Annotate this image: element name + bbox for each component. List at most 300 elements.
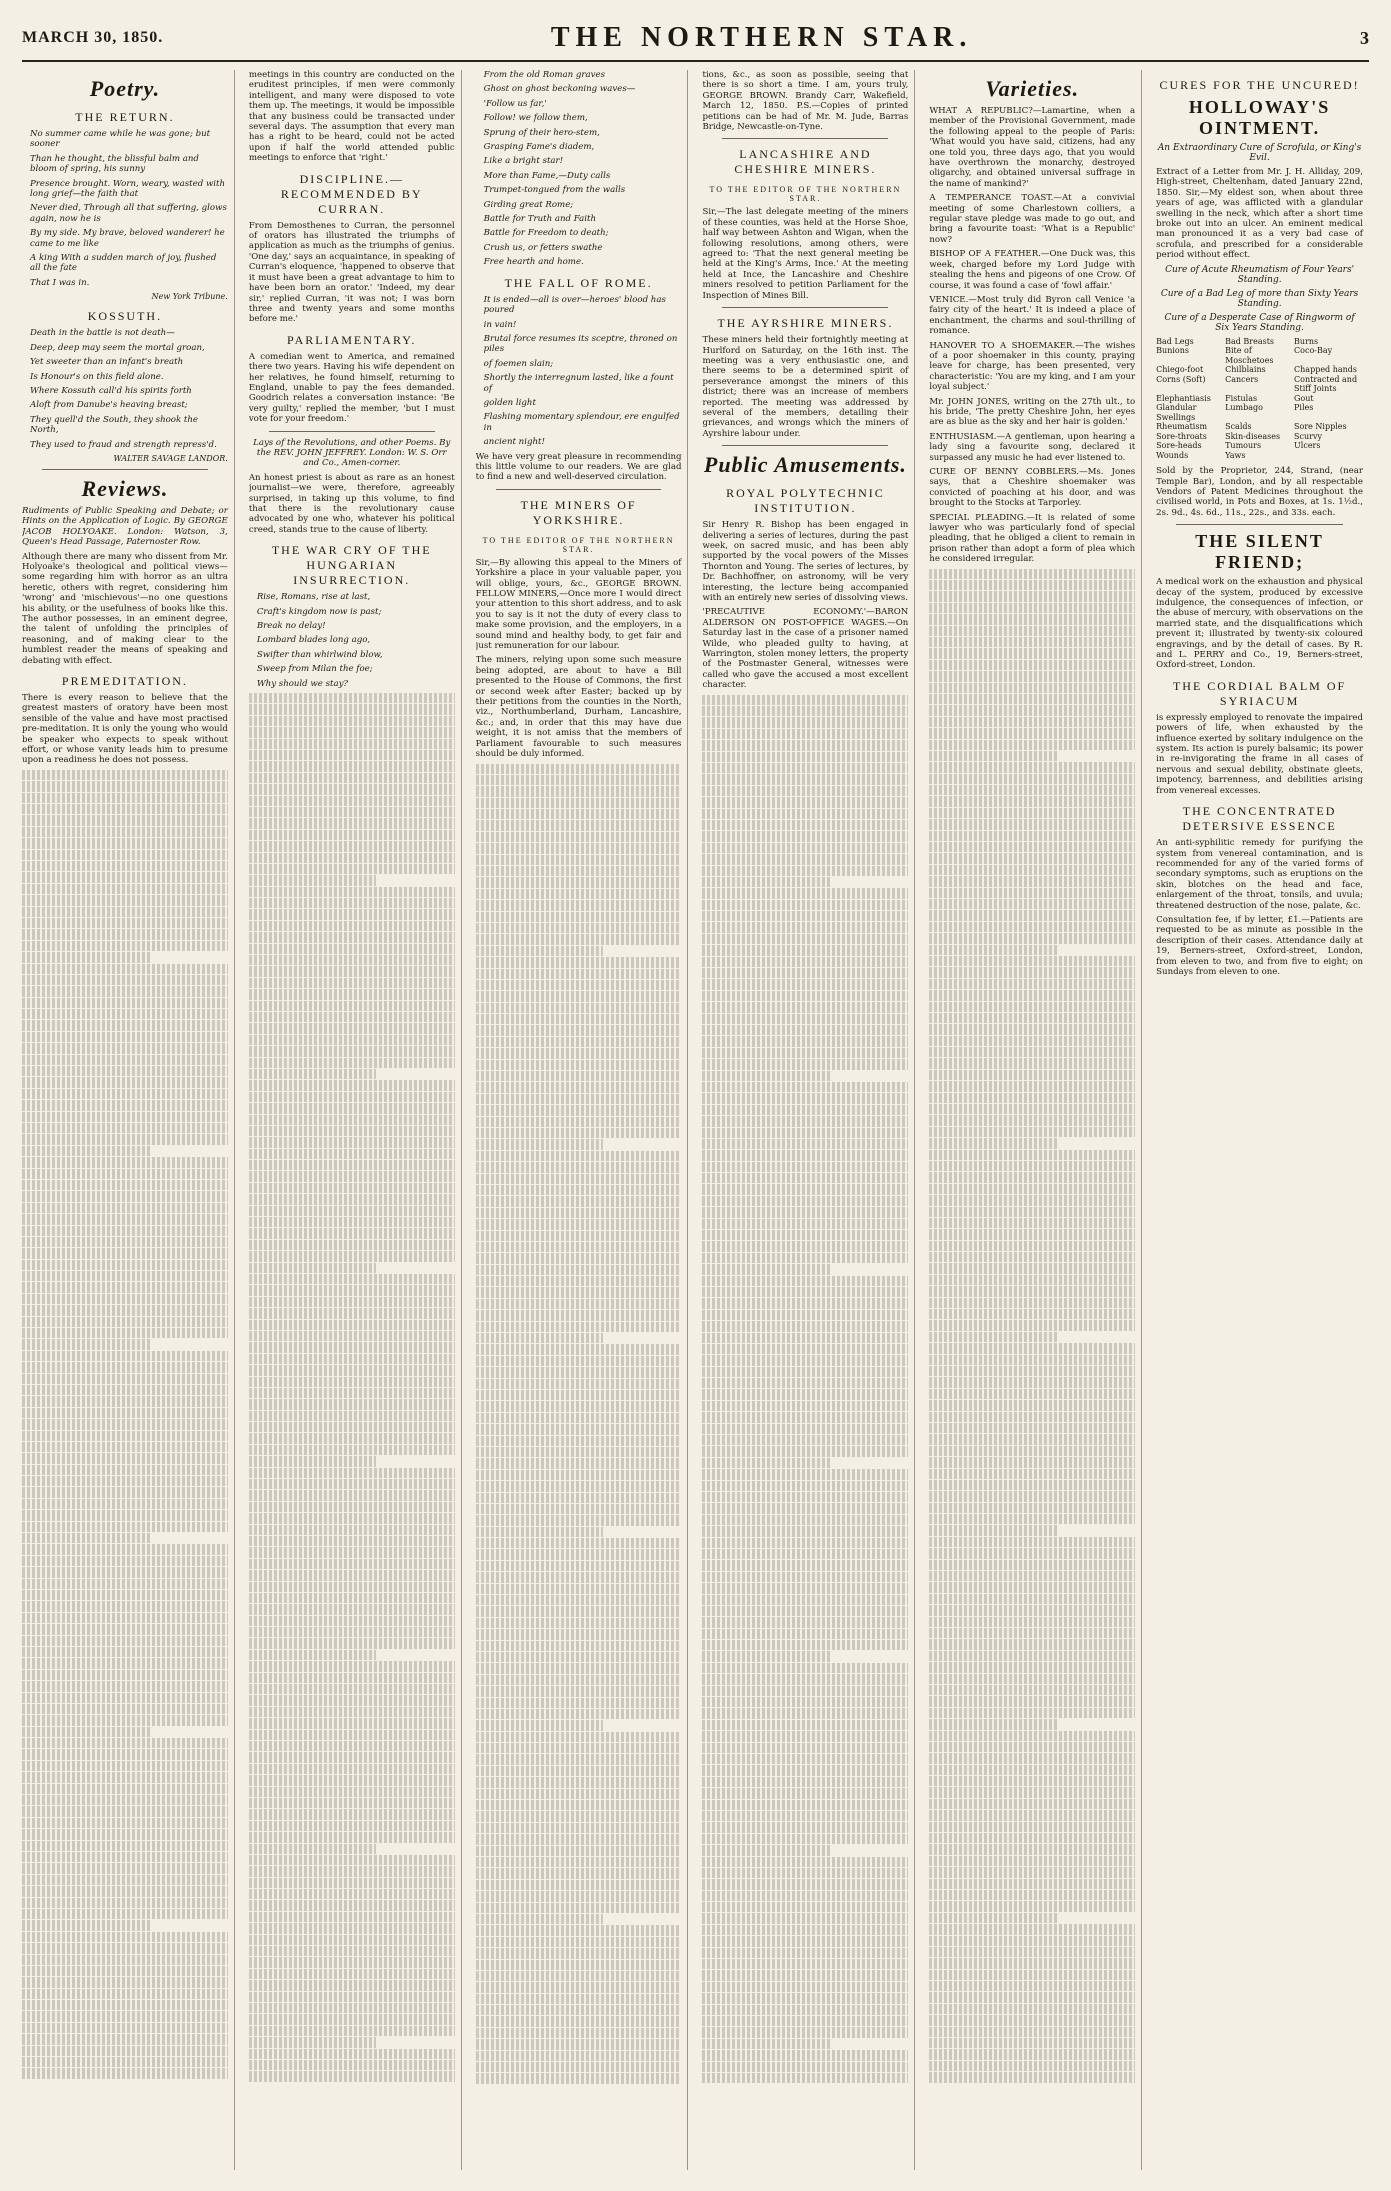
text-line (929, 1810, 1135, 1820)
text-line (702, 774, 908, 784)
text-line (22, 1989, 228, 1999)
text-line (929, 1229, 1135, 1239)
variety-item: ENTHUSIASM.—A gentleman, upon hearing a lady sing a favourite song, declared it surpassed any music he had ever listened to. (929, 431, 1136, 463)
review-conclusion: We have very great pleasure in recommending this little volume to our readers. We are glad to find a new and well-deserved circulation. (475, 451, 682, 483)
divider (722, 307, 888, 308)
text-line (22, 1260, 228, 1270)
text-line (702, 843, 908, 853)
polytechnic-body: Sir Henry R. Bishop has been engaged in delivering a series of lectures, during the past week, on sacred music, and has been ably supported by the vocal powers of the Misses Thornton and Young. The series of lectures, by Dr. Bachhoffner, on astronomy, will be very interesting, the lecture being accompanied with an entirely new series of dissolving views. (702, 520, 909, 603)
poem-line: Battle for Freedom to death; (483, 228, 609, 239)
text-line (702, 1481, 908, 1491)
text-line (249, 1502, 455, 1512)
text-line (22, 1932, 228, 1942)
text-line (702, 1731, 908, 1741)
text-line (249, 1080, 455, 1090)
column-6 (1156, 70, 1369, 2170)
text-line (249, 1536, 455, 1546)
ailment-item: Sore Nipples (1294, 422, 1347, 432)
text-line (929, 1457, 1135, 1467)
text-line (476, 1151, 682, 1161)
text-line (702, 2027, 908, 2037)
variety-item: WHAT A REPUBLIC?—Lamartine, when a member of the Provisional Government, made the following appeal to the people of Paris: 'What would you have said, citizens, had any one told you, three days ago, that you would have overthrown the monarchy, destroyed oligarchy, and obtained universal suffrage in the name of mankind?' (929, 106, 1136, 189)
ailment-item: Coco-Bay (1294, 346, 1333, 356)
divider (496, 489, 662, 490)
text-line (22, 1476, 228, 1486)
text-line (702, 1970, 908, 1980)
text-line (702, 1139, 908, 1149)
ailment-item: Contracted and Stiff Joints (1294, 374, 1358, 394)
text-line (929, 1571, 1135, 1581)
text-line (22, 941, 228, 951)
text-line (929, 1469, 1135, 1479)
text-line (702, 1538, 908, 1548)
text-line (249, 1365, 455, 1375)
poem-line: By my side. My brave, beloved wanderer! he came to me like (30, 228, 225, 249)
text-line (249, 830, 455, 840)
text-line (476, 1663, 682, 1673)
text-line (22, 1681, 228, 1691)
text-line (249, 1490, 455, 1500)
text-line (22, 1693, 228, 1703)
poem-line: Flashing momentary splendour, ere engulfed in (483, 412, 680, 433)
text-line (929, 1890, 1135, 1900)
text-line (929, 945, 1057, 955)
text-line (929, 1298, 1135, 1308)
text-line (22, 838, 228, 848)
lancashire-miners-body: Sir,—The last delegate meeting of the miners of these counties, was held at the Horse Shoe, half way between Ashton and Wigan, when the following resolutions, among others, were agreed to: 'That the next general meeting be held at the King's Arms, Ince.' At the meeting held at Ince, the Lancashire and Cheshire miners resolved to petition Parliament for the Inspection of Mines Bill. (702, 207, 909, 301)
text-line (702, 1868, 908, 1878)
ailment-item: Lumbago (1225, 403, 1263, 413)
text-line (22, 1579, 228, 1589)
text-line (702, 1993, 908, 2003)
text-line (22, 2034, 228, 2044)
ailment-item: Glandular Swellings (1156, 403, 1197, 422)
text-line (22, 1453, 228, 1463)
text-line (22, 1886, 228, 1896)
text-line (929, 1138, 1057, 1148)
text-line (476, 1925, 682, 1935)
text-line (702, 1503, 908, 1513)
text-line (22, 1841, 228, 1851)
text-line (22, 2068, 228, 2078)
text-line (22, 1636, 228, 1646)
text-line (22, 1898, 228, 1908)
holloway-cure-heading: Cure of Acute Rheumatism of Four Years' Standing. (1165, 264, 1355, 285)
text-line (476, 855, 682, 865)
text-line (476, 1686, 682, 1696)
text-line (22, 1408, 228, 1418)
text-line (476, 1208, 682, 1218)
text-line (22, 895, 228, 905)
text-line (702, 922, 908, 932)
text-line (249, 1058, 455, 1068)
text-line (929, 1628, 1135, 1638)
text-line (702, 1879, 908, 1889)
text-line (929, 808, 1135, 818)
text-line (702, 1298, 908, 1308)
divider (722, 138, 888, 139)
text-line (929, 1799, 1135, 1809)
poem-line: Where Kossuth call'd his spirits forth (30, 385, 192, 396)
text-line (249, 1103, 455, 1113)
text-line (22, 1955, 228, 1965)
cordial-balm-body: is expressly employed to renovate the impaired powers of life, when exhausted by the influence exerted by solitary indulgence on the system. Its action is purely balsamic; its power in re-invigorating the frame in all cases of nervous and sexual debility, obstinate gleets, impotency, barrenness, and debilities arising from venereal excesses. (1156, 712, 1363, 796)
text-line (702, 1765, 908, 1775)
text-line (476, 1276, 682, 1286)
text-line (249, 1912, 455, 1922)
text-line (249, 807, 455, 817)
text-line (476, 1880, 682, 1890)
text-line (702, 1788, 908, 1798)
text-line (929, 580, 1135, 590)
text-line (249, 909, 455, 919)
text-line (476, 1265, 682, 1275)
text-line (476, 1139, 604, 1149)
text-line (929, 1434, 1135, 1444)
text-line (476, 1481, 682, 1491)
parliamentary-heading: PARLIAMENTARY. (287, 332, 417, 347)
ailment-item: Scalds (1225, 422, 1252, 432)
text-line (929, 1161, 1135, 1171)
text-line (702, 1196, 908, 1206)
text-line (476, 1356, 682, 1366)
text-line (929, 990, 1135, 1000)
text-line (929, 1947, 1135, 1957)
ailment-item: Bunions (1156, 346, 1189, 356)
text-line (702, 1845, 830, 1855)
precautive-economy-body: 'PRECAUTIVE ECONOMY.'—BARON ALDERSON ON POST-OFFICE WAGES.—On Saturday last in the case of a prisoner named Wilde, who pleaded guilty to having, at Warrington, stolen money letters, the property of the Postmaster General, witnesses were called who gave the accused a most excellent character. (702, 607, 909, 691)
text-line (249, 898, 455, 908)
text-line (702, 1401, 908, 1411)
text-line (249, 1171, 455, 1181)
text-line (476, 1572, 682, 1582)
text-line (249, 1547, 455, 1557)
text-line (929, 1514, 1135, 1524)
text-line (929, 1252, 1135, 1262)
text-line (22, 1704, 228, 1714)
text-line (249, 1377, 455, 1387)
yorkshire-miners-body: Sir,—By allowing this appeal to the Miners of Yorkshire a place in your valuable paper, you will oblige, yours, &c., GEORGE BROWN. FELLOW MINERS,—Once more I would direct your attention to this short address, and to ask you to say is it not the duty of every class to make some provision, and the employers, in a sound mind and healthy body, to get fair and just remuneration for our labour. (475, 557, 682, 652)
text-line (249, 853, 455, 863)
text-line (702, 968, 908, 978)
text-line (249, 944, 455, 954)
text-line (22, 1522, 228, 1532)
text-line (476, 1960, 682, 1970)
text-line (476, 2005, 682, 2015)
text-line (476, 1117, 682, 1127)
text-line (929, 1275, 1135, 1285)
text-line (702, 1378, 908, 1388)
text-line (249, 1661, 455, 1671)
poem-line: They used to fraud and strength repress'd. (30, 439, 217, 450)
poem-line: Grasping Fame's diadem, (483, 142, 595, 153)
ailment-item: Scurvy (1294, 431, 1323, 441)
text-line (702, 1754, 908, 1764)
text-line (929, 922, 1135, 932)
fall-of-rome-title: THE FALL OF ROME. (504, 275, 653, 290)
text-line (929, 671, 1135, 681)
text-line (22, 1863, 228, 1873)
text-line (249, 1422, 455, 1432)
text-line (249, 1126, 455, 1136)
text-line (249, 739, 455, 749)
discipline-heading: DISCIPLINE.—RECOMMENDED BY CURRAN. (280, 171, 423, 216)
text-line (702, 1036, 908, 1046)
letter-address: TO THE EDITOR OF THE NORTHERN STAR. (709, 185, 902, 204)
text-line (702, 1344, 908, 1354)
text-line (249, 1012, 455, 1022)
text-line (929, 762, 1135, 772)
text-line (929, 1753, 1135, 1763)
text-line (22, 1385, 228, 1395)
text-line (929, 785, 1135, 795)
text-line (929, 614, 1135, 624)
text-line (22, 1134, 228, 1144)
text-line (929, 1355, 1135, 1365)
text-line (249, 2060, 455, 2070)
text-line (702, 1253, 908, 1263)
text-line (476, 1629, 682, 1639)
text-line (22, 1966, 228, 1976)
poem-author: WALTER SAVAGE LANDOR. (113, 453, 228, 463)
text-line (476, 1458, 682, 1468)
text-line (476, 1242, 682, 1252)
text-line (249, 1855, 455, 1865)
text-line (929, 648, 1135, 658)
text-line (702, 1686, 908, 1696)
text-line (929, 1115, 1135, 1125)
text-line (929, 1480, 1135, 1490)
text-line (476, 1652, 682, 1662)
text-line (22, 1123, 228, 1133)
text-line (249, 1889, 455, 1899)
text-line (929, 979, 1135, 989)
consultation-note: Consultation fee, if by letter, £1.—Patients are requested to be as minute as possible in the description of their cases. Attendance daily at 19, Berners-street, Oxford-street, London, from eleven to two, and from five to eight; on Sundays from eleven to one. (1156, 914, 1363, 977)
text-line (929, 1594, 1135, 1604)
text-line (702, 2005, 908, 2015)
text-line (929, 1981, 1135, 1991)
text-line (929, 831, 1135, 841)
text-line (476, 1800, 682, 1810)
text-line (702, 1572, 908, 1582)
text-line (22, 1374, 228, 1384)
text-line (22, 998, 228, 1008)
text-line (22, 1294, 228, 1304)
letter-continuation: tions, &c., as soon as possible, seeing that there is so short a time. I am, yours truly, GEORGE BROWN. Brandy Carr, Wakefield, March 12, 1850. P.S.—Copies of printed petitions can be had of Mr. M. Jude, Barras Bridge, Newcastle-on-Tyne. (702, 70, 909, 133)
text-line (22, 1214, 228, 1224)
text-line (249, 1684, 455, 1694)
text-line (249, 1433, 455, 1443)
text-line (249, 966, 455, 976)
text-line (249, 1468, 455, 1478)
text-line (929, 591, 1135, 601)
text-line (929, 774, 1135, 784)
text-line (476, 1162, 682, 1172)
text-line (929, 1263, 1135, 1273)
text-line (929, 1958, 1135, 1968)
text-line (249, 1354, 455, 1364)
text-line (702, 1435, 908, 1445)
text-line (476, 843, 682, 853)
text-line (476, 1436, 682, 1446)
polytechnic-title: ROYAL POLYTECHNIC INSTITUTION. (726, 486, 885, 516)
text-line (22, 1852, 228, 1862)
text-line (929, 1104, 1135, 1114)
text-line (22, 1146, 150, 1156)
ailment-item: Bite of Moschetoes (1225, 346, 1274, 365)
text-line (249, 1718, 455, 1728)
text-line (249, 1183, 455, 1193)
text-line (249, 1285, 455, 1295)
text-line (22, 1727, 150, 1737)
text-line (22, 1180, 228, 1190)
text-line (249, 1935, 455, 1945)
text-line (476, 1834, 682, 1844)
text-line (22, 1499, 228, 1509)
text-line (929, 1503, 1135, 1513)
text-line (22, 1715, 228, 1725)
parliamentary-body: A comedian went to America, and remained there two years. Having his wife dependent on her relatives, he found himself, returning to England, unable to pay the fees demanded. Goodrich relates a conversation instance: 'Be very guilty,' replied the member, 'but I must vote for your freedom.' (248, 351, 455, 425)
text-line (702, 1743, 908, 1753)
text-line (929, 603, 1135, 613)
text-line (249, 887, 455, 897)
text-line (22, 1818, 228, 1828)
text-line (249, 1650, 377, 1660)
text-line (476, 2062, 682, 2072)
text-line (476, 809, 682, 819)
text-line (249, 1115, 455, 1125)
text-line (702, 1708, 908, 1718)
text-line (22, 1738, 228, 1748)
text-line (702, 1264, 830, 1274)
text-line (929, 819, 1135, 829)
text-line (702, 1913, 908, 1923)
divider (269, 431, 435, 432)
text-line (702, 1629, 908, 1639)
text-line (702, 1310, 908, 1320)
text-line (22, 1465, 228, 1475)
text-line (702, 911, 908, 921)
text-line (929, 1389, 1135, 1399)
text-line (929, 705, 1135, 715)
text-line (249, 704, 455, 714)
text-line (702, 820, 908, 830)
text-line (22, 1442, 228, 1452)
text-line (476, 1914, 604, 1924)
text-line (22, 918, 228, 928)
detersive-essence-title: THE CONCENTRATED DETERSIVE ESSENCE (1182, 804, 1337, 834)
text-line (476, 1390, 682, 1400)
text-line (702, 1071, 830, 1081)
text-line (249, 1274, 455, 1284)
poem-line: golden light (483, 397, 536, 408)
poem-line: Is Honour's on this field alone. (30, 371, 164, 382)
poem-line: Shortly the interregnum lasted, like a fount of (483, 373, 674, 394)
text-line (476, 900, 682, 910)
text-line (929, 1343, 1135, 1353)
text-line (22, 1624, 228, 1634)
poem-line: Ghost on ghost beckoning waves— (483, 84, 636, 95)
text-line (929, 1901, 1135, 1911)
text-line (22, 1203, 228, 1213)
text-line (249, 921, 455, 931)
text-line (476, 1196, 682, 1206)
text-line (702, 1720, 908, 1730)
text-line (929, 967, 1135, 977)
text-line (929, 1446, 1135, 1456)
text-line (476, 1732, 682, 1742)
text-line (249, 978, 455, 988)
text-line (22, 975, 228, 985)
text-line (249, 1513, 455, 1523)
text-line (476, 2016, 682, 2026)
text-line (22, 1066, 228, 1076)
text-line (702, 1891, 908, 1901)
text-line (476, 1675, 682, 1685)
text-line (929, 1525, 1057, 1535)
text-line (929, 1207, 1135, 1217)
text-line (22, 1533, 150, 1543)
text-line (249, 2071, 455, 2081)
poem-line: Death in the battle is not death— (30, 328, 175, 339)
text-line (929, 1195, 1135, 1205)
text-line (249, 1878, 455, 1888)
text-line (929, 1024, 1135, 1034)
text-line (249, 1821, 455, 1831)
text-line (249, 1160, 455, 1170)
text-line (22, 1556, 228, 1566)
text-line (249, 1752, 455, 1762)
text-line (249, 1206, 455, 1216)
text-line (702, 2062, 908, 2072)
text-line (249, 1866, 455, 1876)
text-line (249, 1604, 455, 1614)
text-line (702, 1184, 908, 1194)
ailment-item: Rheumatism (1156, 422, 1208, 432)
text-line (22, 1089, 228, 1099)
text-line (249, 1240, 455, 1250)
text-line (249, 1787, 455, 1797)
text-line (476, 1618, 682, 1628)
text-line (929, 865, 1135, 875)
poem-line: Never died, Through all that suffering, glows again, now he is (30, 203, 227, 224)
text-line (249, 1923, 455, 1933)
continuing-text-block (249, 693, 455, 2082)
text-line (929, 683, 1135, 693)
variety-item: Mr. JOHN JONES, writing on the 27th ult., to his bride, 'The pretty Cheshire John, her eyes are as blue as the sky and her hair is golden.' (929, 396, 1136, 428)
text-line (702, 1515, 908, 1525)
text-line (249, 1844, 377, 1854)
text-line (929, 1548, 1135, 1558)
ailment-item: Wounds (1156, 450, 1189, 460)
text-line (249, 773, 455, 783)
ailment-item: Chilblains (1225, 365, 1266, 375)
text-line (929, 1708, 1135, 1718)
text-line (476, 877, 682, 887)
text-line (476, 1903, 682, 1913)
text-line (249, 1809, 455, 1819)
poem-line: Crush us, or fetters swathe (483, 242, 603, 253)
holloway-ad-footer: Sold by the Proprietor, 244, Strand, (near Temple Bar), London, and by all respectable Vendors of Patent Medicines throughout the civilised world, in Pots and Boxes, at 1s. 1½d., 2s. 9d., 4s. 6d., 11s., 22s., and 33s. each. (1156, 466, 1363, 518)
text-line (249, 761, 455, 771)
text-line (702, 1458, 830, 1468)
text-line (702, 1116, 908, 1126)
text-line (702, 1014, 908, 1024)
text-line (476, 1025, 682, 1035)
text-line (249, 1900, 455, 1910)
text-line (929, 1218, 1135, 1228)
holloway-cure-heading: Cure of a Desperate Case of Ringworm of Six Years Standing. (1164, 312, 1355, 333)
